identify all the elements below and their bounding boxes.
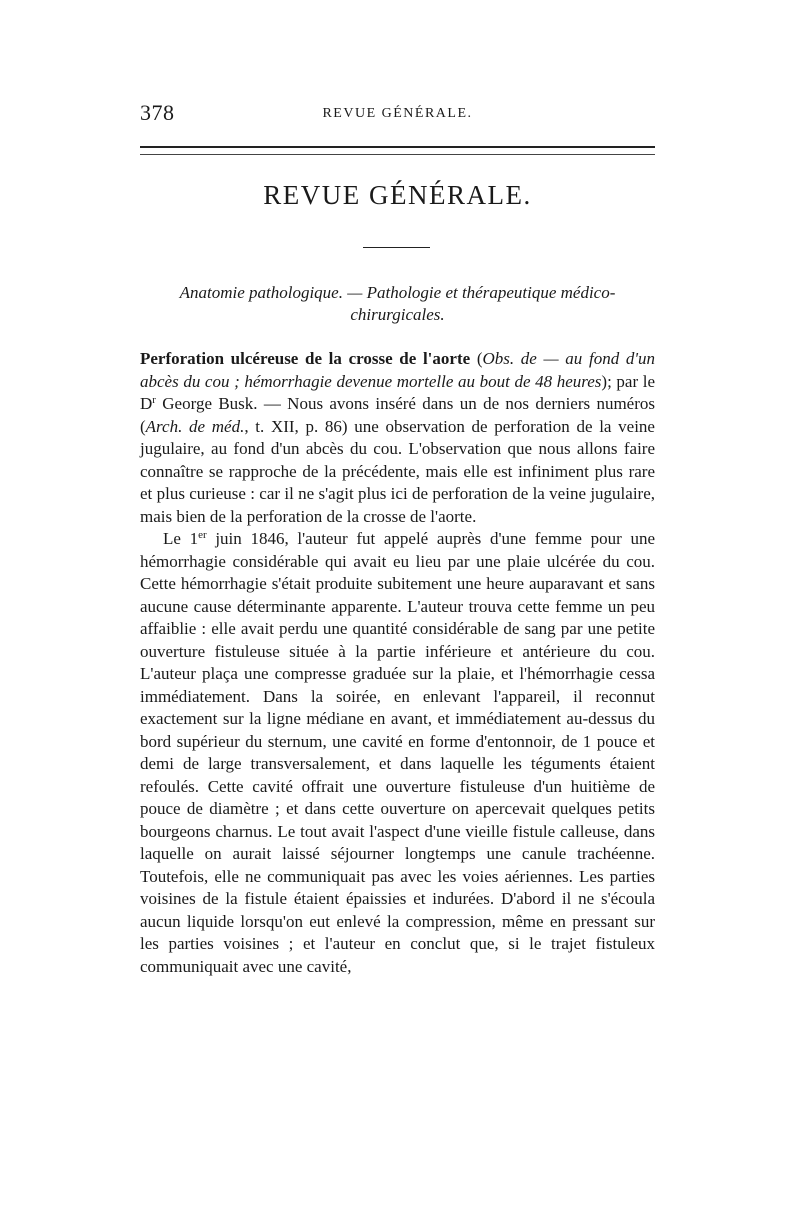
running-head	[140, 100, 655, 130]
header-double-rule	[140, 146, 655, 155]
article-title: Perforation ulcéreuse de la crosse de l'aorte	[140, 349, 471, 368]
running-title: REVUE GÉNÉRALE.	[322, 106, 473, 121]
main-title: REVUE GÉNÉRALE.	[263, 180, 532, 210]
journal-reference: Arch. de méd.	[145, 416, 245, 436]
paragraph-2-text: juin 1846, l'auteur fut appelé auprès d'une femme pour une hémorrhagie considérable qui avait eu lieu par une plaie ulcérée du cou. Cette hémorrhagie s'était produite subitement une heure auparavant et sans aucune cause déterminante apparente. L'auteur trouva cette femme un peu affaiblie : elle avait perdu une quantité considérable de sang par une petite ouverture fistuleuse située à la partie inférieure et antérieure du cou. L'auteur plaça une compresse graduée sur la plaie, et l'hémorrhagie cessa immédiatement. Dans la soirée, en enlevant l'appareil, il reconnut exactement sur la ligne médiane en avant, et immédiatement au-dessus du bord supérieur du sternum, une cavité en forme d'entonnoir, de 1 pouce et demi de large transversalement, et dans laquelle les téguments étaient refoulés. Cette cavité offrait une ouverture fistuleuse d'un huitième de pouce de diamètre ; et dans cette ouverture on apercevait quelques petits bourgeons charnus. Le tout avait l'aspect d'une vieille fistule calleuse, dans laquelle on aurait laissé séjourner longtemps une canule trachéenne. Toutefois, elle ne communiquait pas avec les voies aériennes. Les parties voisines de la fistule étaient épaissies et indurées. D'abord il ne s'écoula aucun liquide lorsqu'on eut enlevé la compression, même en pressant sur les parties voisines ; et l'auteur en conclut que, si le trajet fistuleux communiquait avec une cavité,	[140, 529, 655, 976]
date-ordinal-sup: er	[198, 529, 207, 541]
paragraph-2	[140, 528, 655, 978]
subtitle-open: (	[470, 349, 483, 368]
title-divider	[363, 247, 430, 248]
date-prefix: Le 1	[163, 529, 199, 548]
author-name-text: George Busk. — Nous avons inséré dans un de nos derniers numéros (	[140, 394, 655, 436]
section-heading: Anatomie pathologique. — Pathologie et thérapeutique médico-chirurgicales.	[179, 283, 616, 324]
author-title-sup: r	[152, 394, 156, 406]
page-number: 378	[140, 100, 175, 125]
paragraph-1	[140, 348, 655, 528]
subtitle-close: );	[601, 371, 612, 391]
author-text: par le D	[140, 371, 655, 413]
article-body	[140, 348, 655, 978]
article-subtitle: Obs. de — au fond d'un abcès du cou ; hémorrhagie devenue mortelle au bout de 48 heures	[140, 349, 655, 391]
paragraph-1-text: , t. XII, p. 86) une observation de perforation de la veine jugulaire, au fond d'un abcès du cou. L'observation que nous allons faire connaître se rapproche de la précédente, mais elle est infiniment plus rare et plus curieuse : car il ne s'agit plus ici de perforation de la veine jugulaire, mais bien de la perforation de la crosse de l'aorte.	[140, 416, 655, 526]
